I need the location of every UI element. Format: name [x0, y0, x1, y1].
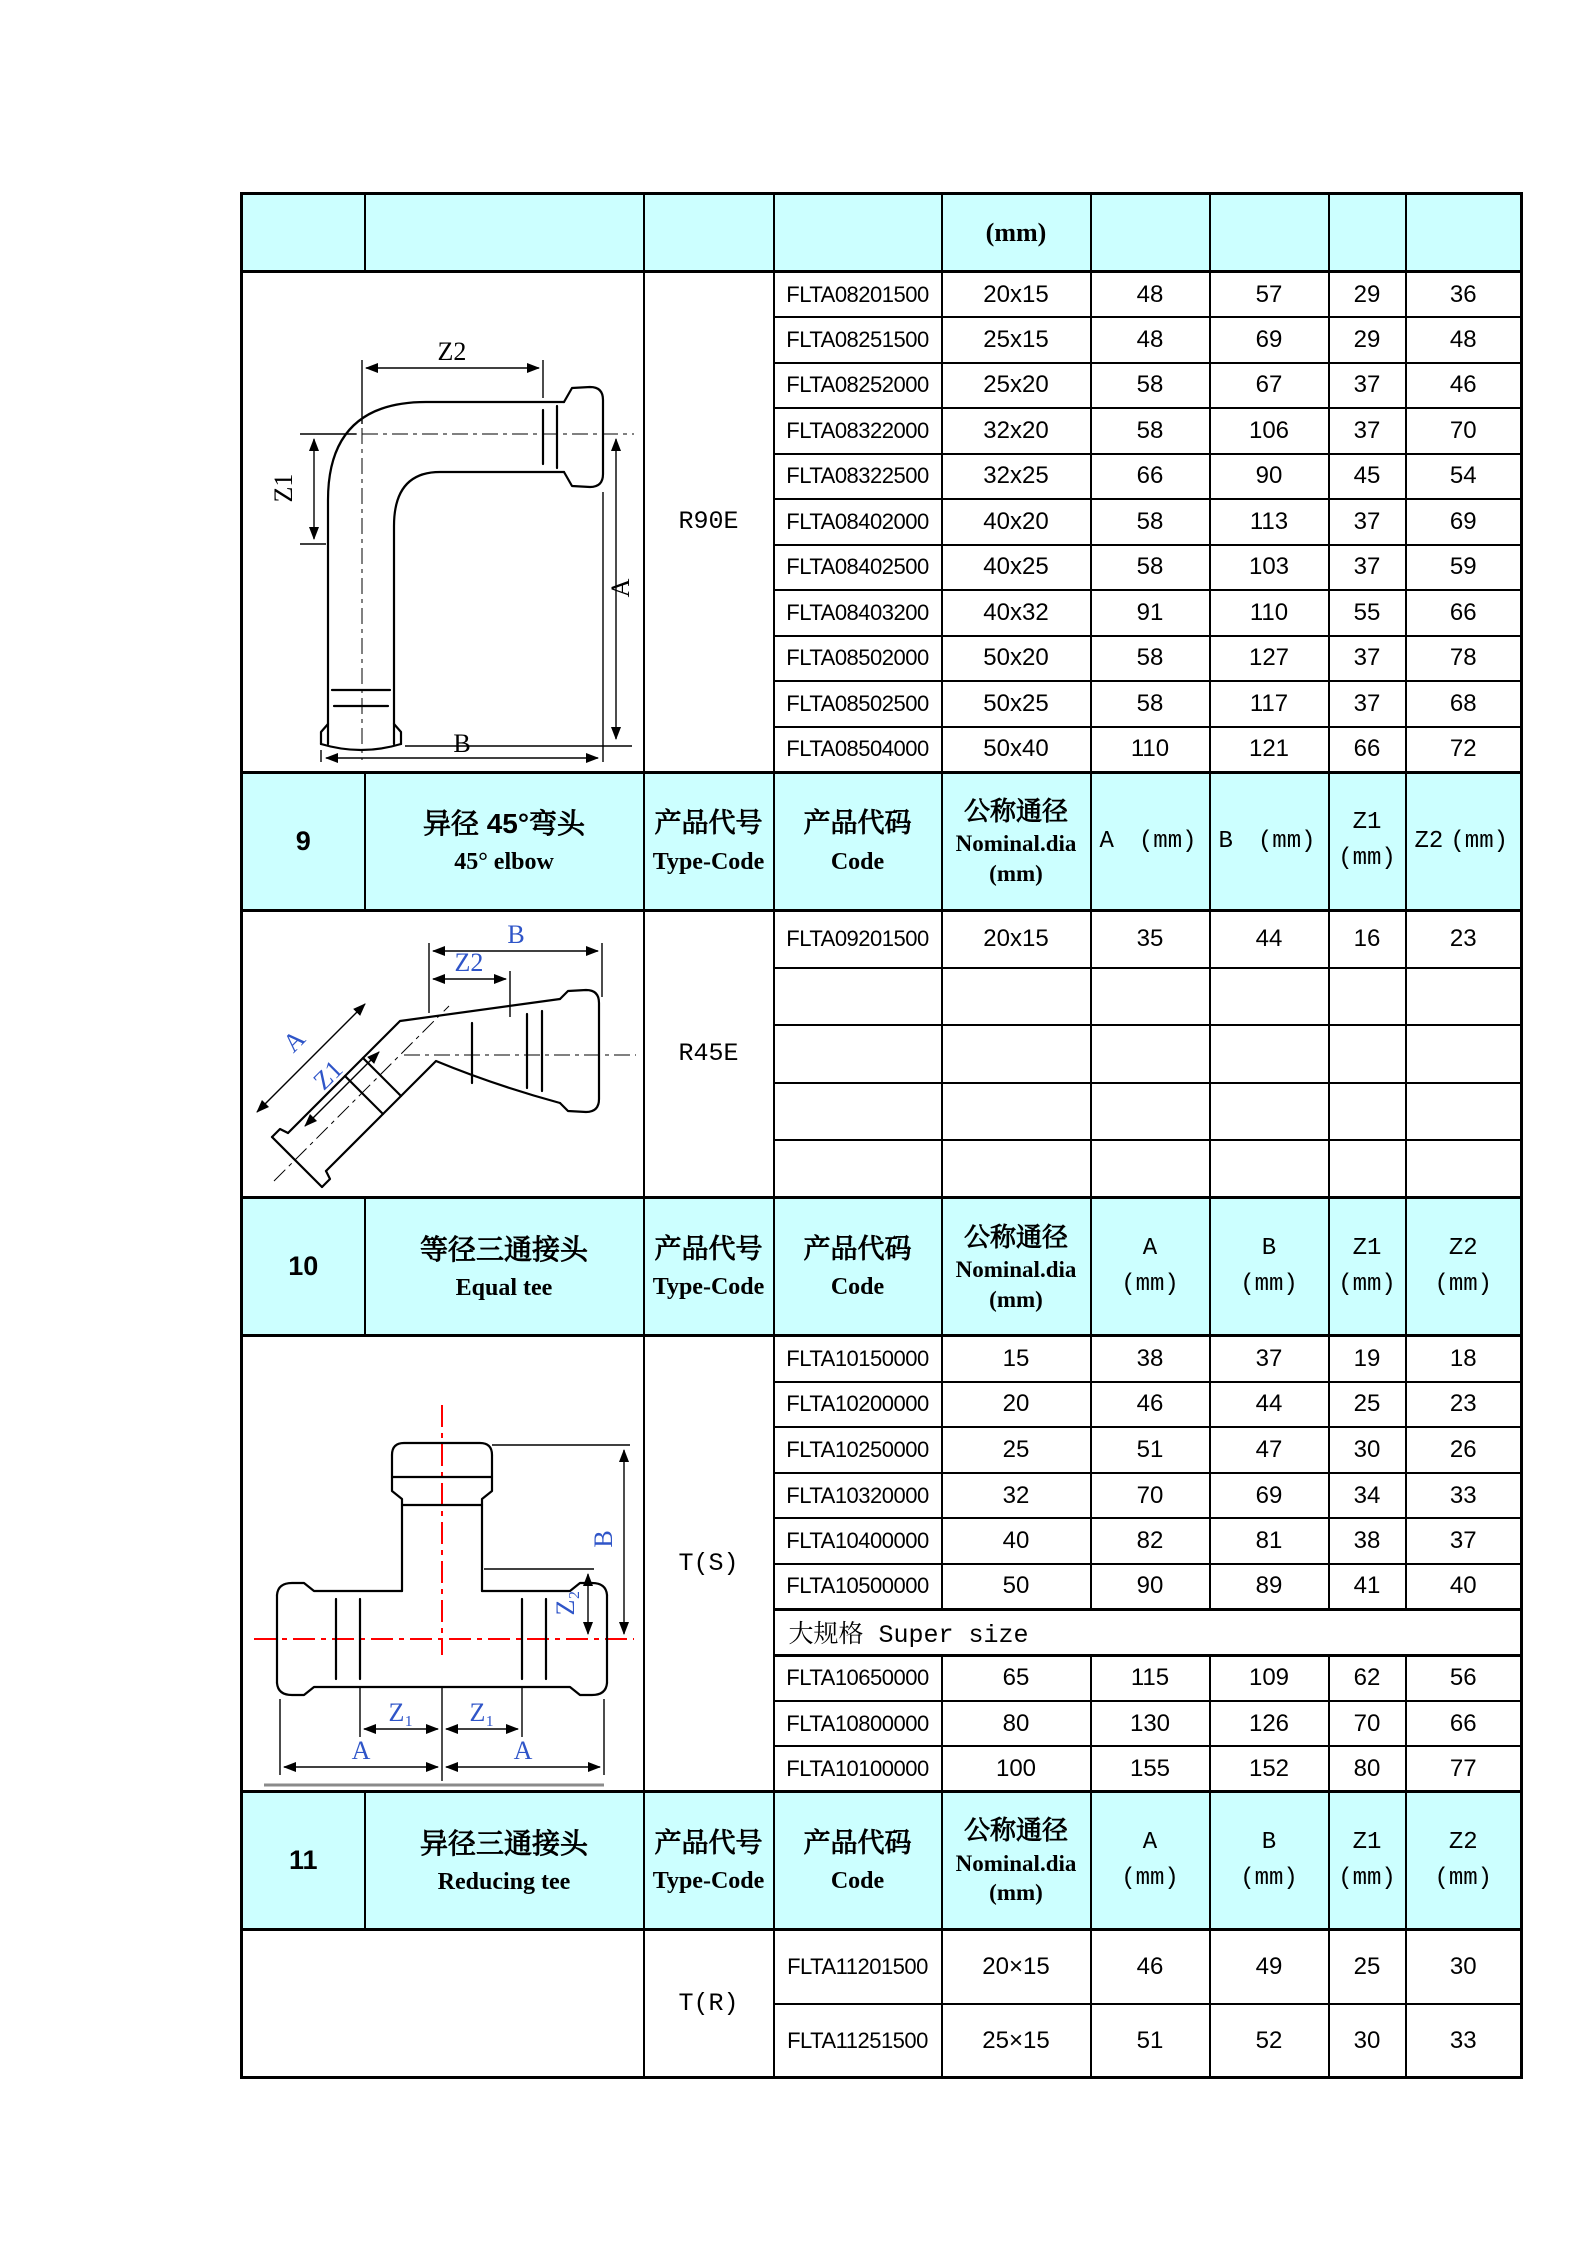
cell-a: 51 [1091, 2004, 1210, 2078]
cell-header-z2: Z2 (mm) [1406, 772, 1522, 910]
cell-a: 58 [1091, 408, 1210, 454]
cell-empty [1329, 194, 1406, 272]
cell-z1: 70 [1329, 1701, 1406, 1747]
cell-z1: 29 [1329, 272, 1406, 318]
table-row [242, 272, 1522, 318]
cell-code: FLTA08403200 [774, 590, 942, 636]
header-code-en: Code [830, 848, 885, 875]
cell-b: 37 [1210, 1336, 1329, 1382]
cell-z2: 68 [1406, 681, 1522, 727]
section-name-cn: 等径三通接头 [419, 1233, 588, 1265]
cell-z1: 34 [1329, 1473, 1406, 1519]
cell-header-b: B (mm) [1210, 772, 1329, 910]
cell-b: 52 [1210, 2004, 1329, 2078]
cell-type-code: T(R) [644, 1930, 774, 2078]
cell-code: FLTA08402500 [774, 545, 942, 591]
cell-z1: 30 [1329, 2004, 1406, 2078]
table-row [242, 1930, 1522, 2004]
cell-code: FLTA08322000 [774, 408, 942, 454]
cell-header-type [644, 772, 774, 910]
cell-b: 69 [1210, 1473, 1329, 1519]
diagram-equal-tee [242, 1336, 644, 1792]
cell-empty [644, 194, 774, 272]
cell-z2: 48 [1406, 317, 1522, 363]
cell-a: 46 [1091, 1382, 1210, 1428]
section-name-en: Reducing tee [437, 1869, 571, 1896]
cell-empty [365, 194, 644, 272]
cell-a: 110 [1091, 727, 1210, 773]
cell-z2: 33 [1406, 1473, 1522, 1519]
cell-type-code: T(S) [644, 1336, 774, 1792]
cell-a: 90 [1091, 1564, 1210, 1610]
cell-section-number: 9 [242, 772, 365, 910]
dim-label-z2: Z2 [454, 947, 484, 977]
cell-code: FLTA10500000 [774, 1564, 942, 1610]
cell-dn: 40x20 [942, 499, 1091, 545]
cell-header-b: B (mm) [1210, 1198, 1329, 1336]
cell-b: 126 [1210, 1701, 1329, 1747]
cell-empty [242, 194, 365, 272]
cell-z1: 45 [1329, 454, 1406, 500]
cell-header-a: A (mm) [1091, 1198, 1210, 1336]
cell-code: FLTA08502000 [774, 636, 942, 682]
cell-a: 58 [1091, 636, 1210, 682]
cell-header-z2: Z2 (mm) [1406, 1792, 1522, 1930]
cell-code: FLTA08502500 [774, 681, 942, 727]
cell-a: 35 [1091, 910, 1210, 968]
cell-z1: 37 [1329, 636, 1406, 682]
cell-z1: 55 [1329, 590, 1406, 636]
cell-header-z2: Z2 (mm) [1406, 1198, 1522, 1336]
cell-header-code [774, 1198, 942, 1336]
cell-code [774, 1140, 942, 1198]
cell-b: 44 [1210, 910, 1329, 968]
header-code-en: Code [830, 1274, 885, 1301]
dim-label-a: A [513, 1735, 533, 1765]
cell-z2: 46 [1406, 363, 1522, 409]
cell-a: 51 [1091, 1427, 1210, 1473]
cell-a: 155 [1091, 1746, 1210, 1792]
dim-label-b: B [453, 728, 471, 758]
dim-label-b: B [588, 1530, 618, 1548]
cell-code: FLTA08252000 [774, 363, 942, 409]
cell-a: 58 [1091, 545, 1210, 591]
cell-code: FLTA10650000 [774, 1655, 942, 1701]
cell-empty [1210, 194, 1329, 272]
cell-dn: 50x20 [942, 636, 1091, 682]
cell-section-name [365, 1792, 644, 1930]
section-name-en: Equal tee [455, 1275, 553, 1302]
cell-z2: 33 [1406, 2004, 1522, 2078]
cell-dn: 25x20 [942, 363, 1091, 409]
cell-b [1210, 968, 1329, 1026]
cell-z2: 26 [1406, 1427, 1522, 1473]
cell-dn [942, 968, 1091, 1026]
cell-z2: 66 [1406, 1701, 1522, 1747]
cell-z1: 37 [1329, 545, 1406, 591]
cell-code [774, 968, 942, 1026]
cell-a [1091, 968, 1210, 1026]
table-row [242, 1336, 1522, 1382]
cell-b: 113 [1210, 499, 1329, 545]
dim-label-a: A [276, 1024, 311, 1058]
cell-dn: 50x25 [942, 681, 1091, 727]
cell-z1: 66 [1329, 727, 1406, 773]
cell-type-code: R90E [644, 272, 774, 773]
cell-b: 57 [1210, 272, 1329, 318]
cell-dn: 32x20 [942, 408, 1091, 454]
dim-label-z1: Z₁ [388, 1697, 414, 1727]
cell-dn [942, 1083, 1091, 1141]
cell-z2: 18 [1406, 1336, 1522, 1382]
diagram-reducing-tee-empty [242, 1930, 644, 2078]
cell-z1: 37 [1329, 363, 1406, 409]
cell-dn: 20x15 [942, 272, 1091, 318]
cell-z1: 29 [1329, 317, 1406, 363]
cell-code: FLTA08402000 [774, 499, 942, 545]
cell-b: 81 [1210, 1518, 1329, 1564]
section-header-row [242, 1198, 1522, 1336]
cell-code: FLTA10800000 [774, 1701, 942, 1747]
cell-z2 [1406, 968, 1522, 1026]
cell-a: 58 [1091, 681, 1210, 727]
dim-label-a: A [605, 578, 635, 598]
cell-a: 70 [1091, 1473, 1210, 1519]
cell-header-dn [942, 772, 1091, 910]
cell-z1: 80 [1329, 1746, 1406, 1792]
product-table [240, 192, 1523, 2079]
cell-z2: 40 [1406, 1564, 1522, 1610]
cell-code [774, 1025, 942, 1083]
cell-empty [1406, 194, 1522, 272]
header-dn-en: Nominal.dia [955, 1256, 1077, 1282]
cell-dn: 32x25 [942, 454, 1091, 500]
cell-code: FLTA10150000 [774, 1336, 942, 1382]
header-type-cn: 产品代号 [654, 1827, 763, 1858]
table-row [242, 910, 1522, 968]
cell-code: FLTA10100000 [774, 1746, 942, 1792]
cell-header-type [644, 1198, 774, 1336]
elbow45-drawing [244, 913, 642, 1195]
cell-code: FLTA08201500 [774, 272, 942, 318]
cell-a [1091, 1140, 1210, 1198]
dim-label-b: B [507, 919, 525, 949]
cell-a: 115 [1091, 1655, 1210, 1701]
cell-header-z1: Z1 (mm) [1329, 772, 1406, 910]
header-code-cn: 产品代码 [803, 1827, 912, 1858]
header-type-en: Type-Code [652, 1868, 765, 1895]
cell-dn: 25 [942, 1427, 1091, 1473]
cell-code [774, 1083, 942, 1141]
cell-b: 106 [1210, 408, 1329, 454]
tee-drawing [244, 1339, 642, 1789]
cell-z2: 23 [1406, 910, 1522, 968]
cell-b: 69 [1210, 317, 1329, 363]
cell-dn: 65 [942, 1655, 1091, 1701]
header-code-cn: 产品代码 [803, 807, 912, 838]
cell-z2: 23 [1406, 1382, 1522, 1428]
cell-code: FLTA11251500 [774, 2004, 942, 2078]
cell-z1: 37 [1329, 408, 1406, 454]
cell-b: 152 [1210, 1746, 1329, 1792]
cell-dn: 50x40 [942, 727, 1091, 773]
cell-z1 [1329, 1083, 1406, 1141]
cell-dn: 50 [942, 1564, 1091, 1610]
header-code-cn: 产品代码 [803, 1233, 912, 1264]
cell-a: 91 [1091, 590, 1210, 636]
cell-z2 [1406, 1083, 1522, 1141]
section-name-cn: 异径三通接头 [419, 1827, 588, 1859]
cell-code: FLTA11201500 [774, 1930, 942, 2004]
diagram-90-elbow [242, 272, 644, 773]
cell-a [1091, 1025, 1210, 1083]
header-type-en: Type-Code [652, 848, 765, 875]
cell-section-number: 11 [242, 1792, 365, 1930]
cell-z2: 30 [1406, 1930, 1522, 2004]
cell-empty [774, 194, 942, 272]
cell-z1: 25 [1329, 1930, 1406, 2004]
carryover-header-row [242, 194, 1522, 272]
cell-code: FLTA09201500 [774, 910, 942, 968]
cell-b: 109 [1210, 1655, 1329, 1701]
cell-a: 48 [1091, 272, 1210, 318]
cell-b: 49 [1210, 1930, 1329, 2004]
cell-b: 89 [1210, 1564, 1329, 1610]
cell-dn: 100 [942, 1746, 1091, 1792]
header-dn-unit: (mm) [989, 860, 1043, 886]
cell-z2: 78 [1406, 636, 1522, 682]
cell-z2 [1406, 1025, 1522, 1083]
dim-label-a: A [351, 1735, 371, 1765]
cell-header-z1: Z1 (mm) [1329, 1198, 1406, 1336]
cell-section-name [365, 1198, 644, 1336]
cell-b [1210, 1083, 1329, 1141]
cell-header-dn [942, 1198, 1091, 1336]
cell-a: 58 [1091, 363, 1210, 409]
dim-label-z1: Z1 [268, 473, 298, 503]
cell-header-z1: Z1 (mm) [1329, 1792, 1406, 1930]
cell-b: 67 [1210, 363, 1329, 409]
cell-z1: 19 [1329, 1336, 1406, 1382]
cell-a: 66 [1091, 454, 1210, 500]
cell-z1 [1329, 1140, 1406, 1198]
cell-z1 [1329, 968, 1406, 1026]
cell-z2: 36 [1406, 272, 1522, 318]
cell-b: 103 [1210, 545, 1329, 591]
cell-b [1210, 1140, 1329, 1198]
header-dn-en: Nominal.dia [955, 1850, 1077, 1876]
cell-z1: 37 [1329, 681, 1406, 727]
cell-type-code: R45E [644, 910, 774, 1198]
cell-code: FLTA10320000 [774, 1473, 942, 1519]
header-dn-unit: (mm) [989, 1880, 1043, 1906]
cell-z1: 41 [1329, 1564, 1406, 1610]
cell-code: FLTA08251500 [774, 317, 942, 363]
cell-dn: 80 [942, 1701, 1091, 1747]
cell-header-b: B (mm) [1210, 1792, 1329, 1930]
section-header-row [242, 1792, 1522, 1930]
cell-a [1091, 1083, 1210, 1141]
cell-dn: 40x25 [942, 545, 1091, 591]
header-dn-cn: 公称通径 [963, 1815, 1068, 1846]
cell-header-code [774, 772, 942, 910]
cell-b [1210, 1025, 1329, 1083]
dim-label-z2: Z2 [437, 336, 467, 366]
cell-header-a: A (mm) [1091, 1792, 1210, 1930]
cell-section-number: 10 [242, 1198, 365, 1336]
cell-z2: 56 [1406, 1655, 1522, 1701]
cell-z1: 37 [1329, 499, 1406, 545]
cell-header-type [644, 1792, 774, 1930]
cell-a: 48 [1091, 317, 1210, 363]
cell-dn: 25x15 [942, 317, 1091, 363]
cell-dn: 20×15 [942, 1930, 1091, 2004]
cell-a: 58 [1091, 499, 1210, 545]
cell-section-name [365, 772, 644, 910]
header-dn-cn: 公称通径 [963, 1221, 1068, 1252]
cell-a: 46 [1091, 1930, 1210, 2004]
cell-code: FLTA08504000 [774, 727, 942, 773]
cell-b: 117 [1210, 681, 1329, 727]
cell-b: 121 [1210, 727, 1329, 773]
cell-b: 127 [1210, 636, 1329, 682]
cell-z1: 30 [1329, 1427, 1406, 1473]
cell-dn [942, 1025, 1091, 1083]
cell-a: 38 [1091, 1336, 1210, 1382]
header-dn-unit: (mm) [989, 1286, 1043, 1312]
cell-z2: 77 [1406, 1746, 1522, 1792]
cell-dn: 25×15 [942, 2004, 1091, 2078]
header-type-en: Type-Code [652, 1274, 765, 1301]
cell-code: FLTA10400000 [774, 1518, 942, 1564]
cell-z2: 69 [1406, 499, 1522, 545]
cell-b: 90 [1210, 454, 1329, 500]
cell-z2: 72 [1406, 727, 1522, 773]
header-type-cn: 产品代号 [654, 1233, 763, 1264]
cell-header-dn [942, 1792, 1091, 1930]
dim-label-z1: Z₁ [469, 1697, 495, 1727]
cell-b: 44 [1210, 1382, 1329, 1428]
cell-header-code [774, 1792, 942, 1930]
cell-header-a: A (mm) [1091, 772, 1210, 910]
cell-dn: 32 [942, 1473, 1091, 1519]
cell-z2: 37 [1406, 1518, 1522, 1564]
cell-z1: 16 [1329, 910, 1406, 968]
cell-dn: 20 [942, 1382, 1091, 1428]
cell-z1: 62 [1329, 1655, 1406, 1701]
cell-dn: 40 [942, 1518, 1091, 1564]
cell-z2: 66 [1406, 590, 1522, 636]
section-header-row [242, 772, 1522, 910]
cell-empty [1091, 194, 1210, 272]
cell-a: 82 [1091, 1518, 1210, 1564]
cell-z2: 59 [1406, 545, 1522, 591]
cell-dn: 15 [942, 1336, 1091, 1382]
elbow90-drawing [244, 276, 642, 768]
cell-z1: 38 [1329, 1518, 1406, 1564]
header-dn-cn: 公称通径 [963, 795, 1068, 826]
cell-code: FLTA10250000 [774, 1427, 942, 1473]
cell-super-size: 大规格 Super size [774, 1610, 1522, 1656]
cell-z2: 54 [1406, 454, 1522, 500]
section-name-cn: 异径 45°弯头 [422, 807, 586, 839]
cell-b: 110 [1210, 590, 1329, 636]
cell-b: 47 [1210, 1427, 1329, 1473]
dim-label-z2: Z₂ [550, 1590, 580, 1616]
cell-code: FLTA10200000 [774, 1382, 942, 1428]
cell-a: 130 [1091, 1701, 1210, 1747]
diagram-45-elbow [242, 910, 644, 1198]
dim-label-z1: Z1 [307, 1054, 349, 1096]
cell-z1: 25 [1329, 1382, 1406, 1428]
cell-dn: 20x15 [942, 910, 1091, 968]
cell-dn-unit: (mm) [942, 194, 1091, 272]
cell-z2 [1406, 1140, 1522, 1198]
cell-z2: 70 [1406, 408, 1522, 454]
cell-dn: 40x32 [942, 590, 1091, 636]
section-name-en: 45° elbow [454, 849, 554, 876]
cell-dn [942, 1140, 1091, 1198]
header-type-cn: 产品代号 [654, 807, 763, 838]
header-dn-en: Nominal.dia [955, 830, 1077, 856]
header-code-en: Code [830, 1868, 885, 1895]
cell-code: FLTA08322500 [774, 454, 942, 500]
cell-z1 [1329, 1025, 1406, 1083]
